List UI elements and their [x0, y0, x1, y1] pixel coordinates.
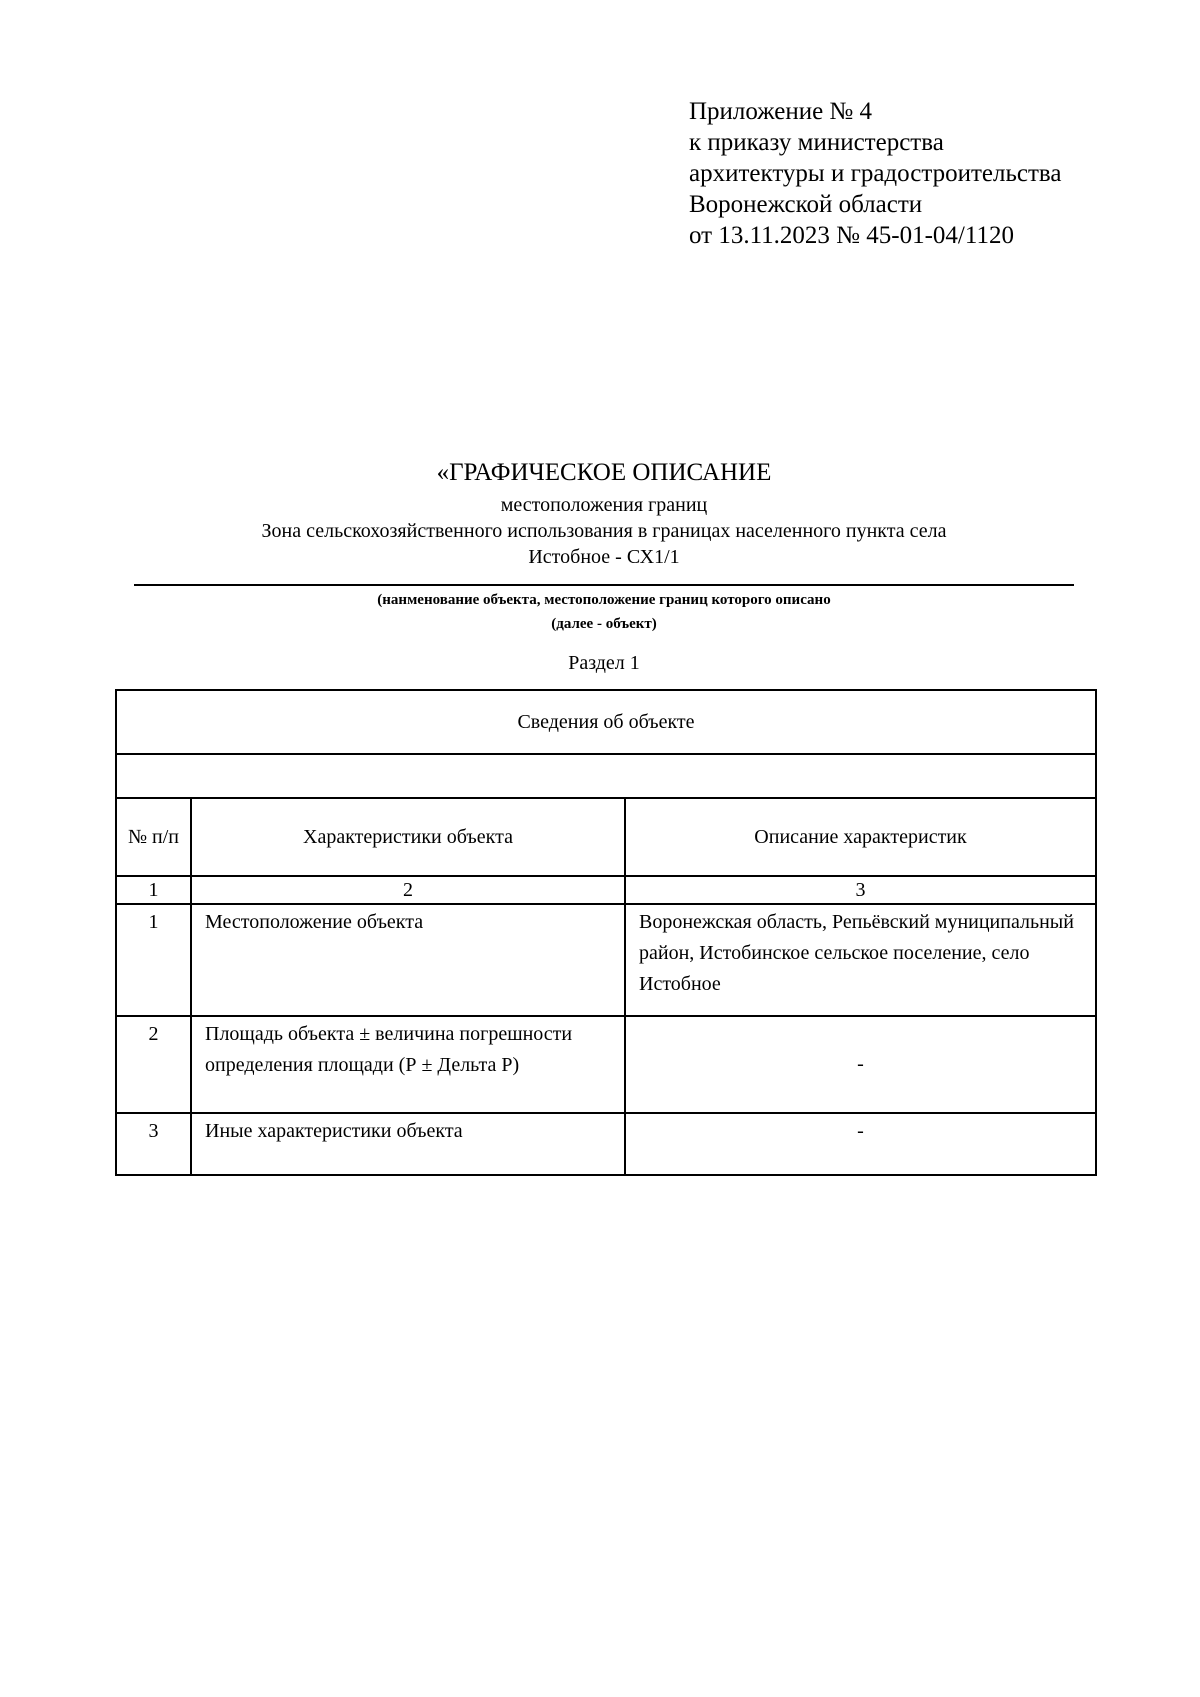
table-heading: Сведения об объекте: [116, 690, 1096, 754]
table-row: [116, 904, 1096, 1016]
document-title: «ГРАФИЧЕСКОЕ ОПИСАНИЕ: [436, 459, 772, 486]
caption-line: (нанменование объекта, местоположение границ которого описано: [377, 592, 831, 608]
object-name-line: Зона сельскохозяйственного использования в границах населенного пункта села: [261, 520, 947, 542]
row-description: -: [625, 1113, 1096, 1175]
appendix-line: к приказу министерства: [689, 129, 944, 156]
appendix-header: [689, 96, 1061, 251]
column-header-num: № п/п: [116, 798, 191, 876]
row-description: Воронежская область, Репьёвский муниципальный район, Истобинское сельское поселение, село Истобное: [625, 904, 1096, 1016]
column-index: 2: [191, 876, 625, 904]
object-caption: [0, 588, 1200, 636]
row-characteristic: Местоположение объекта: [191, 904, 625, 1016]
document-subtitle: местоположения границ: [500, 494, 708, 516]
object-name-line: Истобное - СХ1/1: [528, 546, 680, 568]
row-description: -: [625, 1016, 1096, 1113]
row-number: 2: [116, 1016, 191, 1113]
row-number: 3: [116, 1113, 191, 1175]
row-characteristic: Иные характеристики объекта: [191, 1113, 625, 1175]
column-index: 1: [116, 876, 191, 904]
table-row: [116, 1113, 1096, 1175]
appendix-line: от 13.11.2023 № 45-01-04/1120: [689, 222, 1014, 249]
section-label: Раздел 1: [568, 652, 640, 674]
table-empty-row: [116, 754, 1096, 798]
appendix-line: архитектуры и градостроительства: [689, 160, 1062, 187]
object-info-table: [115, 689, 1097, 1176]
table-row: [116, 1016, 1096, 1113]
row-number: 1: [116, 904, 191, 1016]
column-header-characteristics: Характеристики объекта: [191, 798, 625, 876]
column-header-description: Описание характеристик: [625, 798, 1096, 876]
title-underline: [134, 584, 1074, 586]
appendix-line: Воронежской области: [689, 191, 923, 218]
appendix-line: Приложение № 4: [689, 98, 873, 125]
row-characteristic: Площадь объекта ± величина погрешности определения площади (Р ± Дельта Р): [191, 1016, 625, 1113]
document-title-block: [0, 457, 1200, 570]
column-index: 3: [625, 876, 1096, 904]
caption-line: (далее - объект): [551, 616, 657, 632]
